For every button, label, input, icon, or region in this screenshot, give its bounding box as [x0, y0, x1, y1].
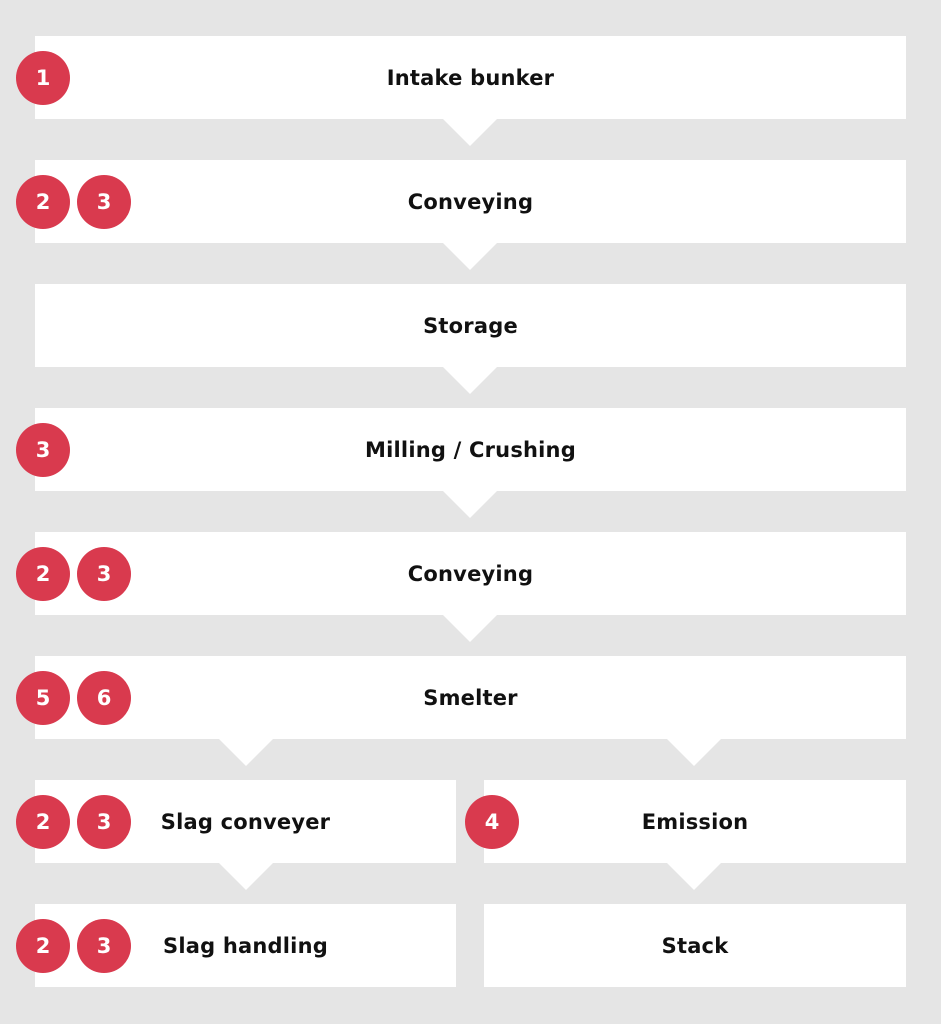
step-label: Storage [423, 313, 518, 338]
step-badge: 2 [16, 795, 70, 849]
step-badge: 3 [77, 795, 131, 849]
flow-arrow [443, 367, 497, 394]
step-conveying [35, 160, 906, 243]
step-badge: 4 [465, 795, 519, 849]
step-badge: 3 [77, 175, 131, 229]
flow-arrow [443, 119, 497, 146]
step-label: Intake bunker [386, 65, 555, 90]
step-emission [484, 780, 906, 863]
step-label: Conveying [407, 561, 534, 586]
step-label: Stack [661, 933, 729, 958]
step-badge: 2 [16, 175, 70, 229]
step-label: Smelter [423, 685, 518, 710]
flow-arrow-left [219, 739, 273, 766]
step-stack [484, 904, 906, 987]
step-smelter [35, 656, 906, 739]
step-label: Milling / Crushing [365, 437, 576, 462]
step-label: Conveying [407, 189, 534, 214]
flow-arrow [667, 863, 721, 890]
step-label: Slag conveyer [160, 809, 331, 834]
step-badge: 2 [16, 547, 70, 601]
step-badge: 6 [77, 671, 131, 725]
step-label: Emission [641, 809, 749, 834]
step-badge: 1 [16, 51, 70, 105]
flow-arrow [443, 243, 497, 270]
step-badge: 5 [16, 671, 70, 725]
step-badge: 3 [16, 423, 70, 477]
step-intake-bunker [35, 36, 906, 119]
step-badge: 3 [77, 919, 131, 973]
flow-arrow [443, 491, 497, 518]
step-badge: 3 [77, 547, 131, 601]
step-conveying [35, 532, 906, 615]
flow-arrow [443, 615, 497, 642]
flow-arrow-right [667, 739, 721, 766]
step-label: Slag handling [163, 933, 328, 958]
flow-arrow [219, 863, 273, 890]
step-milling-crushing [35, 408, 906, 491]
step-storage [35, 284, 906, 367]
step-badge: 2 [16, 919, 70, 973]
